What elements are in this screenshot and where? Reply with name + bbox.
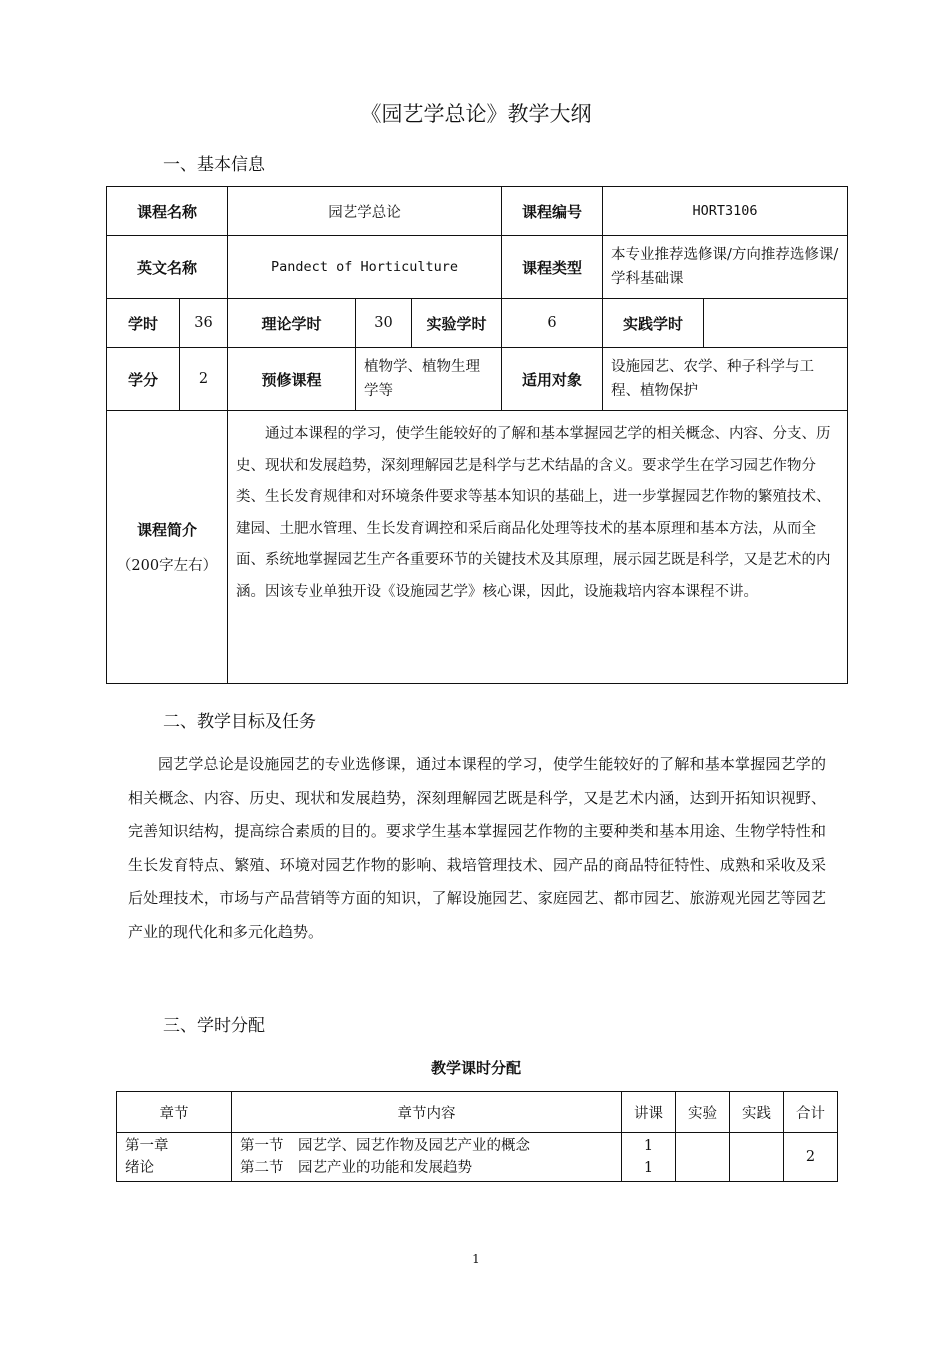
hours-label: 学时 <box>107 299 180 348</box>
section-heading-hours: 三、学时分配 <box>163 1016 265 1036</box>
credits-value: 2 <box>180 348 228 411</box>
intro-text: 通过本课程的学习，使学生能较好的了解和基本掌握园艺学的相关概念、内容、分支、历史、现状和发展趋势，深刻理解园艺是科学与艺术结晶的含义。要求学生在学习园艺作物分类、生长发育规律和对环境条件要求等基本知识的基础上，进一步掌握园艺作物的繁殖技术、建园、土肥水管理、生长发育调控和采后商品化处理等技术的基本原理和基本方法，从而全面、系统地掌握园艺生产各重要环节的关键技术及其原理，展示园艺既是科学，又是艺术的内涵。因该专业单独开设《设施园艺学》核心课，因此，设施栽培内容本课程不讲。 <box>228 411 848 684</box>
header-chapter: 章节 <box>117 1092 232 1133</box>
lecture-hours-2: 1 <box>643 1160 654 1176</box>
theory-hours-value: 30 <box>356 299 412 348</box>
chapter-number: 第一章 <box>125 1138 169 1154</box>
lab-hours-value: 6 <box>502 299 603 348</box>
intro-label: 课程简介 <box>137 521 198 539</box>
hours-table <box>116 1091 838 1182</box>
prereq-value: 植物学、植物生理学等 <box>356 348 502 411</box>
content-cell <box>232 1133 622 1182</box>
audience-label: 适用对象 <box>502 348 603 411</box>
intro-sublabel: （200字左右） <box>116 558 218 574</box>
prereq-label: 预修课程 <box>228 348 356 411</box>
lecture-cell <box>622 1133 676 1182</box>
hours-table-caption: 教学课时分配 <box>430 1059 521 1077</box>
chapter-title: 绪论 <box>125 1160 154 1176</box>
section-2: 第二节 园艺产业的功能和发展趋势 <box>240 1160 472 1176</box>
english-name-value: Pandect of Horticulture <box>228 236 502 299</box>
header-practice: 实践 <box>730 1092 784 1133</box>
section-1: 第一节 园艺学、园艺作物及园艺产业的概念 <box>240 1138 530 1154</box>
course-name-value: 园艺学总论 <box>228 187 502 236</box>
page-number: 1 <box>472 1252 480 1266</box>
total-cell: 2 <box>784 1133 838 1182</box>
course-type-value: 本专业推荐选修课/方向推荐选修课/ 学科基础课 <box>603 236 848 299</box>
practice-cell <box>730 1133 784 1182</box>
hours-value: 36 <box>180 299 228 348</box>
header-total: 合计 <box>784 1092 838 1133</box>
intro-label-cell <box>107 411 228 684</box>
header-lecture: 讲课 <box>622 1092 676 1133</box>
lecture-hours-1: 1 <box>643 1138 654 1154</box>
practice-hours-value <box>704 299 848 348</box>
audience-value: 设施园艺、农学、种子科学与工程、植物保护 <box>603 348 848 411</box>
table-row <box>117 1133 838 1182</box>
objectives-paragraph: 园艺学总论是设施园艺的专业选修课，通过本课程的学习，使学生能较好的了解和基本掌握园艺学的相关概念、内容、历史、现状和发展趋势，深刻理解园艺既是科学，又是艺术内涵，达到开拓知识视野、完善知识结构，提高综合素质的目的。要求学生基本掌握园艺作物的主要种类和基本用途、生物学特性和生长发育特点、繁殖、环境对园艺作物的影响、栽培管理技术、园产品的商品特征特性、成熟和采收及采后处理技术，市场与产品营销等方面的知识，了解设施园艺、家庭园艺、都市园艺、旅游观光园艺等园艺产业的现代化和多元化趋势。 <box>128 755 826 941</box>
section-heading-basic-info: 一、基本信息 <box>163 155 265 175</box>
practice-hours-label: 实践学时 <box>603 299 704 348</box>
lab-cell <box>676 1133 730 1182</box>
chapter-cell <box>117 1133 232 1182</box>
course-type-label: 课程类型 <box>502 236 603 299</box>
course-code-value: HORT3106 <box>603 187 848 236</box>
page-title: 《园艺学总论》教学大纲 <box>360 102 592 126</box>
section-heading-objectives: 二、教学目标及任务 <box>163 712 316 732</box>
basic-info-table <box>106 186 848 684</box>
header-content: 章节内容 <box>232 1092 622 1133</box>
header-lab: 实验 <box>676 1092 730 1133</box>
course-name-label: 课程名称 <box>107 187 228 236</box>
lab-hours-label: 实验学时 <box>412 299 502 348</box>
course-code-label: 课程编号 <box>502 187 603 236</box>
english-name-label: 英文名称 <box>107 236 228 299</box>
credits-label: 学分 <box>107 348 180 411</box>
theory-hours-label: 理论学时 <box>228 299 356 348</box>
